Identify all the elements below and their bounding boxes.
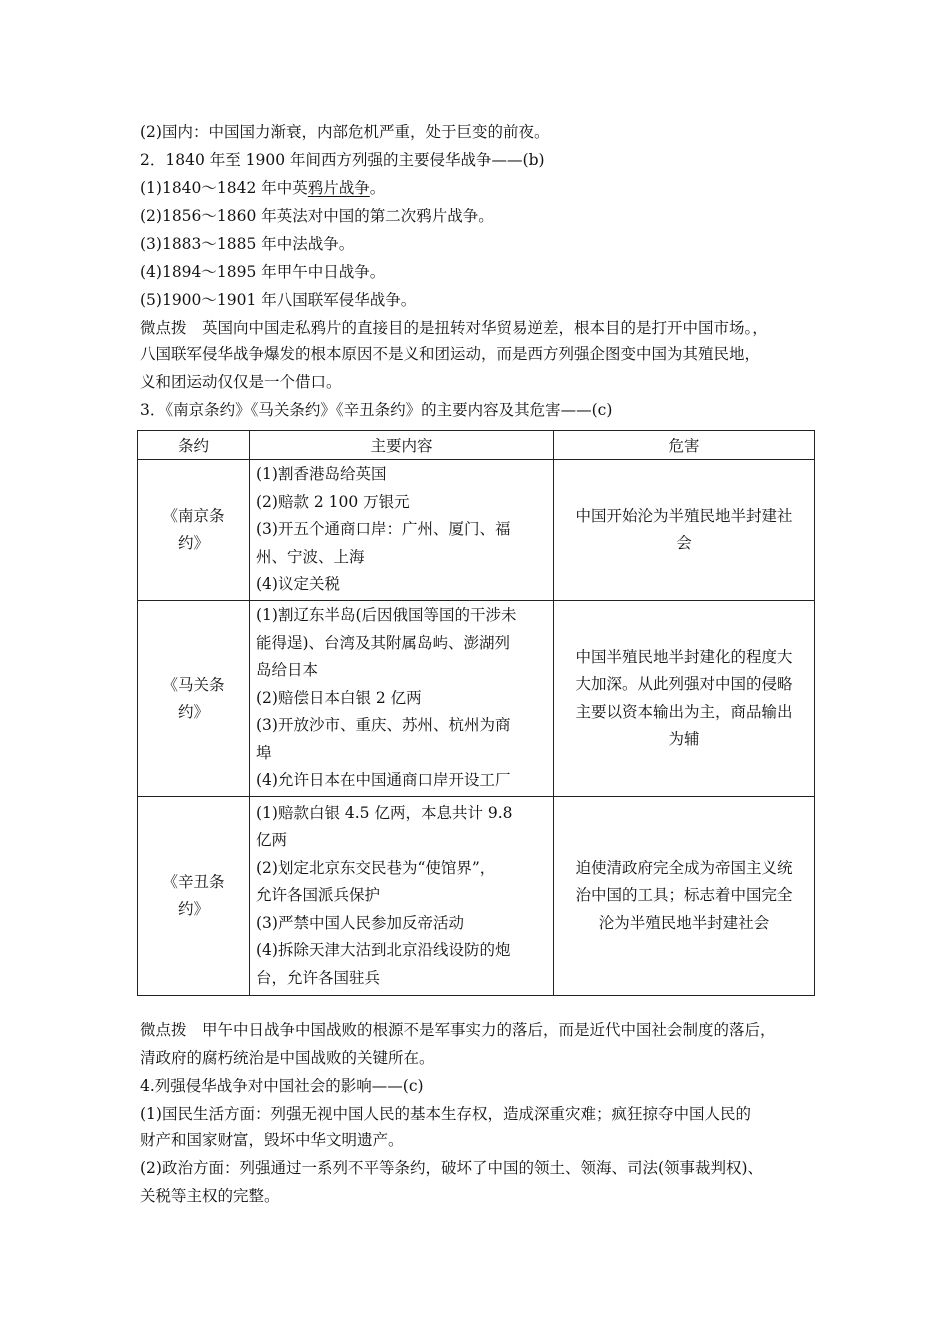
cell-line: 迫使清政府完全成为帝国主义统 [575, 858, 793, 877]
text-segment: 微点拨 英国向中国走私鸦片的直接目的是扭转对华贸易逆差，根本目的是打开中国市场。， [140, 319, 768, 337]
cell-line: 主要以资本输出为主，商品输出 [575, 702, 793, 721]
cell-line: 为辅 [668, 730, 700, 748]
cell-line: (3)开五个通商口岸：广州、厦门、福 [256, 520, 511, 539]
text-segment: 2．1840 年至 1900 年间西方列强的主要侵华战争——(b) [140, 151, 545, 169]
treaty-name-cell [138, 601, 250, 797]
cell-line: (4)拆除天津大沽到北京沿线设防的炮 [256, 941, 511, 960]
text-segment: 。 [369, 179, 386, 197]
treaty-content-cell [250, 797, 554, 996]
text-line [140, 1104, 751, 1124]
text-line [140, 400, 612, 420]
header-harm: 危害 [554, 431, 815, 460]
text-line [140, 206, 494, 226]
text-segment: (1)1840～1842 年中英 [140, 179, 308, 197]
cell-line: (4)议定关税 [256, 575, 340, 594]
cell-line: 埠 [256, 743, 272, 762]
header-content: 主要内容 [250, 431, 554, 460]
treaty-name-cell [138, 460, 250, 601]
treaty-name-cell [138, 797, 250, 996]
treaty-table [137, 430, 815, 996]
cell-line: 中国开始沦为半殖民地半封建社 [575, 506, 793, 525]
text-line [140, 1076, 424, 1096]
treaty-harm-cell [554, 601, 815, 797]
cell-line: (3)严禁中国人民参加反帝活动 [256, 913, 464, 932]
text-segment: 4.列强侵华战争对中国社会的影响——(c) [140, 1077, 424, 1095]
text-segment: 3．《南京条约》《马关条约》《辛丑条约》的主要内容及其危害——(c) [140, 401, 613, 419]
cell-line: 大加深。从此列强对中国的侵略 [575, 675, 793, 693]
cell-line: 亿两 [256, 831, 288, 850]
cell-line: 《马关条 [162, 675, 225, 694]
text-segment: (5)1900～1901 年八国联军侵华战争。 [140, 291, 417, 309]
cell-line: 约》 [177, 900, 209, 918]
text-line [140, 178, 385, 198]
table-row [138, 460, 815, 601]
text-line [140, 234, 354, 254]
cell-line: 台，允许各国驻兵 [256, 968, 381, 987]
text-segment: (2)1856～1860 年英法对中国的第二次鸦片战争。 [140, 207, 494, 225]
text-segment: 关税等主权的完整。 [140, 1187, 280, 1205]
cell-line: (1)割辽东半岛(后因俄国等国的干涉未 [256, 606, 517, 625]
text-segment: (4)1894～1895 年甲午中日战争。 [140, 263, 386, 281]
text-segment: (2)政治方面：列强通过一系列不平等条约，破坏了中国的领土、领海、司法(领事裁判权)、 [140, 1159, 764, 1177]
cell-line: 会 [676, 534, 692, 552]
text-line [140, 262, 385, 282]
text-line [140, 1186, 280, 1206]
table-row [138, 601, 815, 797]
text-segment: 八国联军侵华战争爆发的根本原因不是义和团运动，而是西方列强企图变中国为其殖民地， [140, 345, 761, 363]
treaty-harm-cell [554, 460, 815, 601]
cell-line: 《辛丑条 [162, 873, 225, 891]
cell-line: 《南京条 [162, 507, 225, 525]
text-line [140, 372, 342, 392]
cell-line: 约》 [177, 534, 209, 552]
text-segment: (1)国民生活方面：列强无视中国人民的基本生存权，造成深重灾难；疯狂掠夺中国人民的 [140, 1105, 751, 1123]
text-line [140, 1020, 776, 1040]
text-segment: 财产和国家财富，毁坏中华文明遗产。 [140, 1131, 404, 1149]
cell-line: (2)赔款 2 100 万银元 [256, 492, 410, 511]
cell-line: (2)划定北京东交民巷为“使馆界”， [256, 858, 496, 877]
cell-line: (1)割香港岛给英国 [256, 465, 387, 484]
table-header-row [138, 431, 815, 460]
underlined-term: 鸦片战争 [307, 179, 370, 197]
text-line [140, 1130, 404, 1150]
header-treaty: 条约 [138, 431, 250, 460]
treaty-content-cell [250, 601, 554, 797]
cell-line: (1)赔款白银 4.5 亿两，本息共计 9.8 [256, 803, 513, 822]
cell-line: (2)赔偿日本白银 2 亿两 [256, 688, 422, 707]
text-segment: (3)1883～1885 年中法战争。 [140, 235, 355, 253]
text-segment: 微点拨 甲午中日战争中国战败的根源不是军事实力的落后，而是近代中国社会制度的落后， [140, 1021, 776, 1039]
text-segment: 清政府的腐朽统治是中国战败的关键所在。 [140, 1049, 435, 1067]
cell-line: 中国半殖民地半封建化的程度大 [575, 647, 793, 666]
cell-line: 约》 [177, 702, 209, 721]
cell-line: 州、宁波、上海 [256, 547, 365, 566]
treaty-content-cell [250, 460, 554, 601]
text-line [140, 318, 768, 338]
text-line [140, 1158, 763, 1178]
text-line [140, 344, 760, 364]
text-segment: (2)国内：中国国力渐衰，内部危机严重，处于巨变的前夜。 [140, 123, 550, 141]
table-row [138, 797, 815, 996]
cell-line: 允许各国派兵保护 [256, 886, 381, 905]
cell-line: 岛给日本 [256, 661, 319, 680]
text-line [140, 1048, 435, 1068]
cell-line: 能得逞)、台湾及其附属岛屿、澎湖列 [256, 633, 511, 652]
cell-line: 治中国的工具；标志着中国完全 [575, 886, 793, 905]
text-line [140, 122, 549, 142]
cell-line: (3)开放沙市、重庆、苏州、杭州为商 [256, 716, 511, 735]
text-line [140, 290, 416, 310]
cell-line: (4)允许日本在中国通商口岸开设工厂 [256, 771, 511, 790]
cell-line: 沦为半殖民地半封建社会 [598, 913, 770, 932]
treaty-harm-cell [554, 797, 815, 996]
text-line [140, 150, 545, 170]
text-segment: 义和团运动仅仅是一个借口。 [140, 373, 342, 391]
